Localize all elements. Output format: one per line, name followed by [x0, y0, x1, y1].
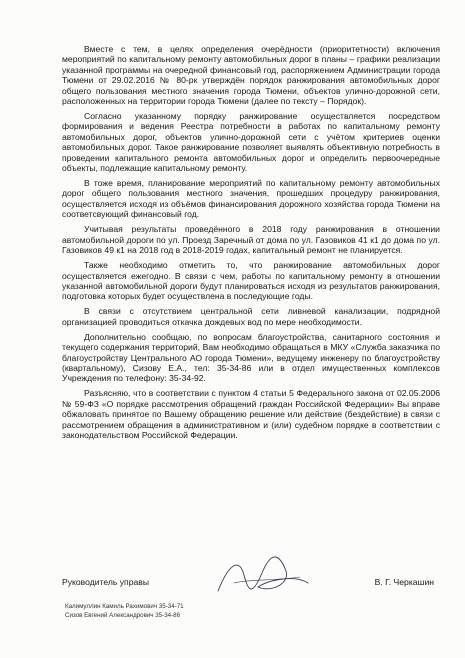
paragraph-2: Согласно указанному порядку ранжирование осуществляется посредством формирования и ведения Реестра потребности в работах по капитальному ремонту автомобильных дорог, объектов улично-дорожной сети с учётом критериев оценки автомобильных дорог. Такое ранжирование позволяет выявлять объективную потребность в проведении капитального ремонта автомобильных дорог и определить первоочередные объекты, подлежащие капитальному ремонту. — [62, 111, 440, 174]
contact-line: Сизов Евгений Александрович 35-34-86 — [65, 611, 181, 619]
paragraph-5: Также необходимо отметить то, что ранжирование автомобильных дорог осуществляется ежегодно. В связи с чем, работы по капитальному ремонту в отношении указанной автомобильной дороги будут планироваться исходя из результатов ранжирования, подготовка которых будет осуществлена в последующие годы. — [62, 260, 440, 302]
paragraph-6: В связи с отсутствием центральной сети ливневой канализации, подрядной организацией проводиться откачка дождевых вод по мере необходимости. — [62, 306, 440, 327]
paragraph-4: Учитывая результаты проведённого в 2018 году ранжирования в отношении автомобильной дороги по ул. Проезд Заречный от дома по ул. Газовиков 41 к1 до дома по ул. Газовиков 49 к1 на 2018 год в 2018-2019 годах, капитальный ремонт не планируется. — [62, 224, 440, 256]
contact-line: Калимуллин Камиль Рахимович 35-34-71 — [65, 603, 184, 610]
signature-row — [62, 577, 434, 587]
paragraph-7: Дополнительно сообщаю, по вопросам благоустройства, санитарного состояния и текущего содержания территорий, Вам необходимо обращаться в МКУ «Служба заказчика по благоустройству Центрального АО города Тюмени», ведущему инженеру по благоустройству (квартальному), Сизову Е.А., тел: 35-34-86 или в отдел имущественных комплексов Учреждения по телефону: 35-34-92. — [62, 331, 440, 384]
signer-name: В. Г. Черкашин — [374, 577, 434, 587]
paragraph-3: В тоже время, планирование мероприятий по капитальному ремонту автомобильных дорог общего пользования местного значения, прошедших процедуру ранжирования, осуществляется исходя из объёмов финансирования дорожного хозяйства города Тюмени на соответсвующий финансовый год. — [62, 178, 440, 220]
signer-position: Руководитель управы — [62, 577, 150, 587]
paragraph-8: Разъясняю, что в соответствии с пунктом 4 статьи 5 Федерального закона от 02.05.2006 № 59-ФЗ «О порядке рассмотрения обращений граждан Российской Федерации» Вы вправе обжаловать принятое по Вашему обращению решение или действие (бездействие) в связи с рассмотрением обращения в административном и (или) судебном порядке в соответствии с законодательством Российской Федерации. — [62, 388, 440, 440]
paragraph-1: Вместе с тем, в целях определения очерёдности (приоритетности) включения мероприятий по капитальному ремонту автомобильных дорог в планы – графики реализации указанной программы на очередной финансовый год, распоряжением Администрации города Тюмени от 29.02.2016 № 80-рк утверждён порядок ранжирования автомобильных дорог общего пользования местного значения города Тюмени, объектов улично-дорожной сети, расположенных на территории города Тюмени (далее по тексту – Порядок). — [62, 44, 440, 107]
contact-list — [65, 603, 184, 620]
letter-body — [62, 44, 440, 445]
